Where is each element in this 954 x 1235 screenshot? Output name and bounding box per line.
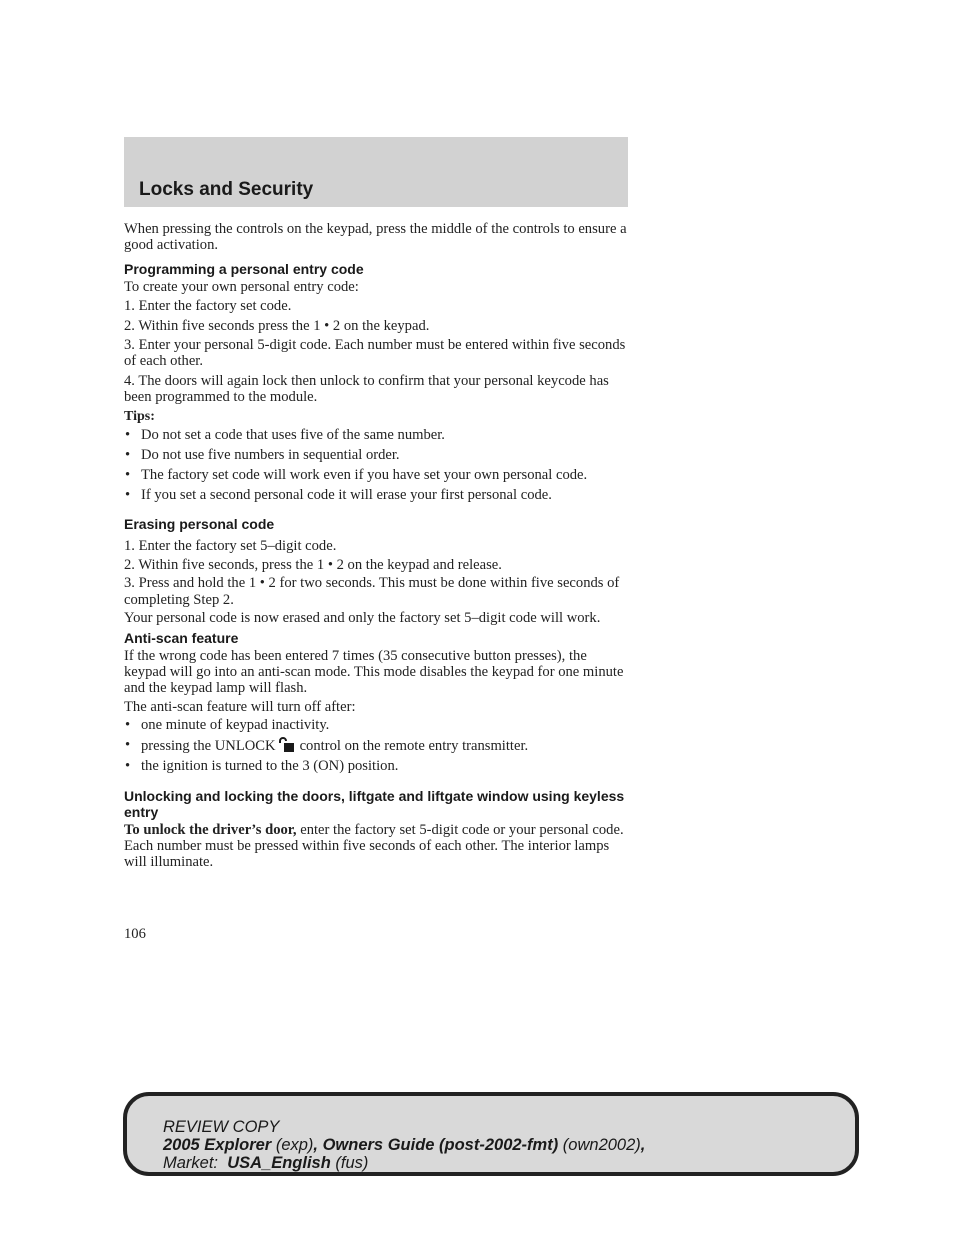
erasing-step-1: 1. Enter the factory set 5–digit code.: [124, 538, 337, 555]
erasing-step-3: 3. Press and hold the 1 • 2 for two seconds. This must be done within five seconds of completing Step 2.: [124, 575, 620, 608]
programming-step-1: 1. Enter the factory set code.: [124, 298, 292, 315]
programming-step-3: 3. Enter your personal 5-digit code. Each number must be entered within five seconds of each other.: [124, 337, 626, 370]
list-item: • the ignition is turned to the 3 (ON) position.: [125, 758, 399, 775]
programming-step-2: 2. Within five seconds press the 1 • 2 on the keypad.: [124, 317, 430, 334]
bullet-glyph: •: [125, 427, 131, 444]
list-item: • Do not set a code that uses five of the same number.: [125, 427, 445, 444]
list-item: • Do not use five numbers in sequential order.: [125, 447, 400, 464]
bullet-glyph: •: [125, 487, 131, 504]
tips-label: Tips:: [124, 408, 155, 424]
list-item: • one minute of keypad inactivity.: [125, 717, 330, 734]
antiscan-list: [124, 717, 630, 774]
unlocking-bold-lead: To unlock the driver’s door,: [124, 821, 297, 838]
tips-list: [124, 427, 630, 503]
heading-antiscan: Anti-scan feature: [124, 629, 239, 646]
list-item: • If you set a second personal code it will erase your first personal code.: [125, 487, 552, 504]
review-model-line: 2005 Explorer (exp), Owners Guide (post-2002-fmt) (own2002),: [163, 1136, 646, 1154]
heading-erasing: Erasing personal code: [124, 516, 275, 533]
review-copy-label: REVIEW COPY: [163, 1118, 280, 1136]
section-header-band: [124, 137, 628, 207]
heading-programming: Programming a personal entry code: [124, 260, 364, 277]
erasing-step-2: 2. Within five seconds, press the 1 • 2 on the keypad and release.: [124, 556, 502, 573]
heading-unlocking: Unlocking and locking the doors, liftgate and liftgate window using keyless entry: [124, 787, 625, 820]
list-item: • The factory set code will work even if you have set your own personal code.: [125, 467, 588, 484]
programming-lead: To create your own personal entry code:: [124, 278, 359, 295]
page-number: 106: [124, 926, 146, 942]
bullet-glyph: •: [125, 758, 131, 775]
unlock-icon: [278, 737, 296, 752]
review-market-line: Market: USA_English (fus): [163, 1154, 369, 1172]
erasing-result: Your personal code is now erased and only the factory set 5–digit code will work.: [124, 610, 601, 627]
bullet-glyph: •: [125, 447, 131, 464]
intro-paragraph: When pressing the controls on the keypad, press the middle of the controls to ensure a good activation.: [124, 221, 627, 254]
page-content: [124, 221, 630, 871]
antiscan-lead: The anti-scan feature will turn off after:: [124, 698, 356, 715]
bullet-glyph: •: [125, 467, 131, 484]
programming-step-4: 4. The doors will again lock then unlock to confirm that your personal keycode has been programmed to the module.: [124, 372, 609, 406]
section-title: Locks and Security: [139, 179, 314, 200]
review-copy-box: [123, 1092, 859, 1176]
unlocking-paragraph: To unlock the driver’s door, enter the factory set 5-digit code or your personal code. Each number must be pressed within five seconds of each other. The interior lamps will illuminate.: [124, 821, 624, 871]
antiscan-description: If the wrong code has been entered 7 times (35 consecutive button presses), the keypad will go into an anti-scan mode. This mode disables the keypad for one minute and the keypad lamp will flash.: [124, 647, 624, 697]
review-copy-text: [163, 1118, 645, 1172]
list-item: • pressing the UNLOCK control on the remote entry transmitter.: [125, 737, 529, 755]
bullet-glyph: •: [125, 717, 131, 734]
bullet-glyph: •: [125, 737, 131, 754]
